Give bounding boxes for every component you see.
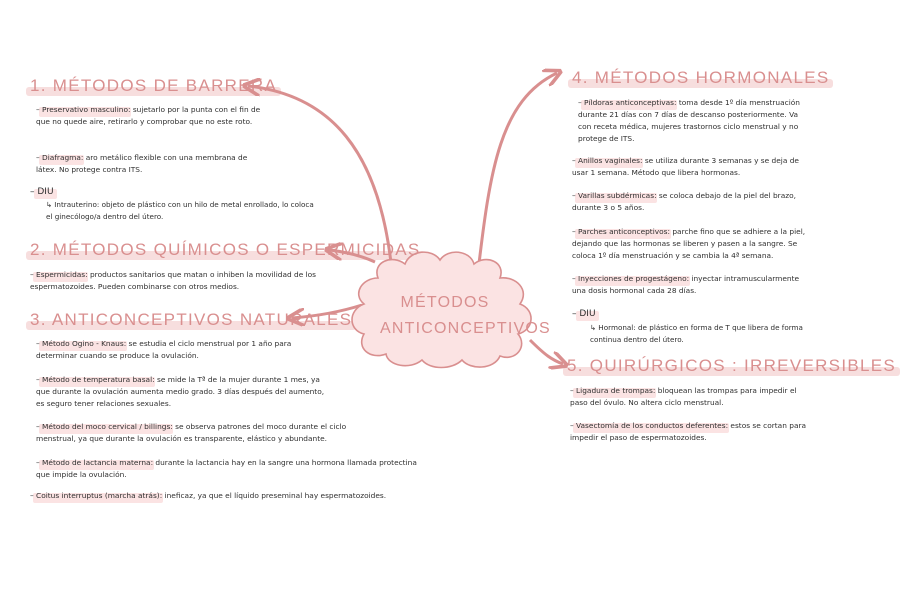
item-head: Método de temperatura basal (42, 375, 153, 384)
item-text: : se estudia el ciclo menstrual por 1 año para determinar cuando se produce la ovulación. (36, 339, 292, 360)
item-head: Método Ogino - Knaus (42, 339, 124, 348)
list-item: – Parches anticonceptivos: parche fino que se adhiere a la piel, dejando que las hormonas se liberen y pasen a la sangre. Se coloca 1º día menstruación y se cambia la 4ª semana. (572, 227, 806, 260)
item-text: : se observa patrones del moco durante el ciclo menstrual, ya que durante la ovulación es transparente, elástico y abundante. (36, 422, 347, 443)
item-text: : ineficaz, ya que el líquido preseminal hay espermatozoides. (159, 491, 387, 500)
list-item: – Píldoras anticonceptivas: toma desde 1º día menstruación durante 21 días con 7 días de descanso posteriormente. Va con receta médica, mujeres trastornos ciclo menstrual y no protege de ITS. (578, 98, 800, 143)
item-head: Coitus interruptus (marcha atrás) (36, 491, 160, 500)
item-text: : toma desde 1º día menstruación durante 21 días con 7 días de descanso posteriormente. Va con receta médica, mujeres trastornos ciclo menstrual y no protege de ITS. (578, 98, 800, 143)
sub-item-hormonal: ↳ Hormonal: de plástico en forma de T que libera de forma continua dentro del útero. (590, 323, 803, 344)
list-item: – Método de lactancia materna: durante la lactancia hay en la sangre una hormona llamada protectina que impide la ovulación. (36, 458, 417, 479)
list-item: – Preservativo masculino: sujetarlo por la punta con el fin de que no quede aire, retirarlo y comprobar que no este roto. (36, 105, 261, 126)
list-item: – Varillas subdérmicas: se coloca debajo de la piel del brazo, durante 3 o 5 años. (572, 191, 796, 212)
item-text: : aro metálico flexible con una membrana de látex. No protege contra ITS. (36, 153, 248, 174)
item-text: : productos sanitarios que matan o inhiben la movilidad de los espermatozoides. Pueden combinarse con otros medios. (30, 270, 317, 291)
item-head: DIU (579, 309, 596, 319)
item-head: Parches anticonceptivos (578, 227, 668, 236)
list-item: – Vasectomía de los conductos deferentes: estos se cortan para impedir el paso de espermatozoides. (570, 421, 807, 442)
item-text: : bloquean las trompas para impedir el paso del óvulo. No altera ciclo menstrual. (570, 386, 797, 407)
list-item: – Coitus interruptus (marcha atrás): ineficaz, ya que el líquido preseminal hay espermatozoides. (30, 491, 387, 500)
item-text: : inyectar intramuscularmente una dosis hormonal cada 28 días. (572, 274, 800, 295)
list-item: – Espermicidas: productos sanitarios que matan o inhiben la movilidad de los espermatozoides. Pueden combinarse con otros medios. (30, 270, 317, 291)
item-text: : sujetarlo por la punta con el fin de que no quede aire, retirarlo y comprobar que no este roto. (36, 105, 261, 126)
section-title-hormonales: 4. MÉTODOS HORMONALES (572, 68, 829, 88)
item-head: Método del moco cervical / billings (42, 422, 171, 431)
list-item: – Método Ogino - Knaus: se estudia el ciclo menstrual por 1 año para determinar cuando se produce la ovulación. (36, 339, 292, 360)
item-text: : se mide la Tª de la mujer durante 1 mes, ya que durante la ovulación aumenta medio grado. 3 días después del aumento, es seguro tener relaciones sexuales. (36, 375, 325, 408)
list-item: – DIU (30, 187, 54, 197)
list-item: – DIU (572, 309, 596, 319)
item-text: : se coloca debajo de la piel del brazo, durante 3 o 5 años. (572, 191, 796, 212)
item-text: : estos se cortan para impedir el paso de espermatozoides. (570, 421, 807, 442)
item-head: Vasectomía de los conductos deferentes (576, 421, 726, 430)
item-head: Varillas subdérmicas (578, 191, 655, 200)
item-text: : parche fino que se adhiere a la piel, dejando que las hormonas se liberen y pasen a la sangre. Se coloca 1º día menstruación y se cambia la 4ª semana. (572, 227, 806, 260)
center-title-line1: MÉTODOS (400, 294, 490, 311)
item-head: Preservativo masculino (42, 105, 128, 114)
arrow-to-hormonales (478, 73, 557, 272)
item-head: Inyecciones de progestágeno (578, 274, 687, 283)
center-title-line2: ANTICONCEPTIVOS (380, 320, 551, 337)
section-title-quirurgicos: 5. QUIRÚRGICOS : IRREVERSIBLES (567, 356, 896, 376)
list-item: – Método de temperatura basal: se mide la Tª de la mujer durante 1 mes, ya que durante la ovulación aumenta medio grado. 3 días después del aumento, es seguro tener relaciones sexuales. (36, 375, 325, 408)
item-head: Anillos vaginales (578, 156, 640, 165)
list-item: – Anillos vaginales: se utiliza durante 3 semanas y se deja de usar 1 semana. Método que libera hormonas. (572, 156, 799, 177)
item-head: Diafragma (42, 153, 81, 162)
item-head: Píldoras anticonceptivas (584, 98, 675, 107)
item-head: Ligadura de trompas (576, 386, 653, 395)
list-item: – Diafragma: aro metálico flexible con una membrana de látex. No protege contra ITS. (36, 153, 248, 174)
list-item: – Método del moco cervical / billings: se observa patrones del moco durante el ciclo menstrual, ya que durante la ovulación es transparente, elástico y abundante. (36, 422, 347, 443)
section-title-barrera: 1. MÉTODOS DE BARRERA (30, 76, 277, 96)
item-head: DIU (37, 187, 54, 197)
item-text: : se utiliza durante 3 semanas y se deja de usar 1 semana. Método que libera hormonas. (572, 156, 799, 177)
list-item: – Ligadura de trompas: bloquean las trompas para impedir el paso del óvulo. No altera ciclo menstrual. (570, 386, 797, 407)
arrow-to-quirurgicos (530, 340, 563, 364)
section-title-quimicos: 2. MÉTODOS QUÍMICOS O ESPERMICIDAS (30, 240, 421, 260)
sub-item-intrauterino: ↳ Intrauterino: objeto de plástico con un hilo de metal enrollado, lo coloca el ginecólogo/a dentro del útero. (46, 200, 314, 221)
list-item: – Inyecciones de progestágeno: inyectar intramuscularmente una dosis hormonal cada 28 días. (572, 274, 800, 295)
item-head: Espermicidas (36, 270, 86, 279)
section-title-naturales: 3. ANTICONCEPTIVOS NATURALES (30, 310, 352, 330)
item-text: : durante la lactancia hay en la sangre una hormona llamada protectina que impide la ovulación. (36, 458, 417, 479)
item-head: Método de lactancia materna (42, 458, 151, 467)
center-title (380, 290, 551, 342)
